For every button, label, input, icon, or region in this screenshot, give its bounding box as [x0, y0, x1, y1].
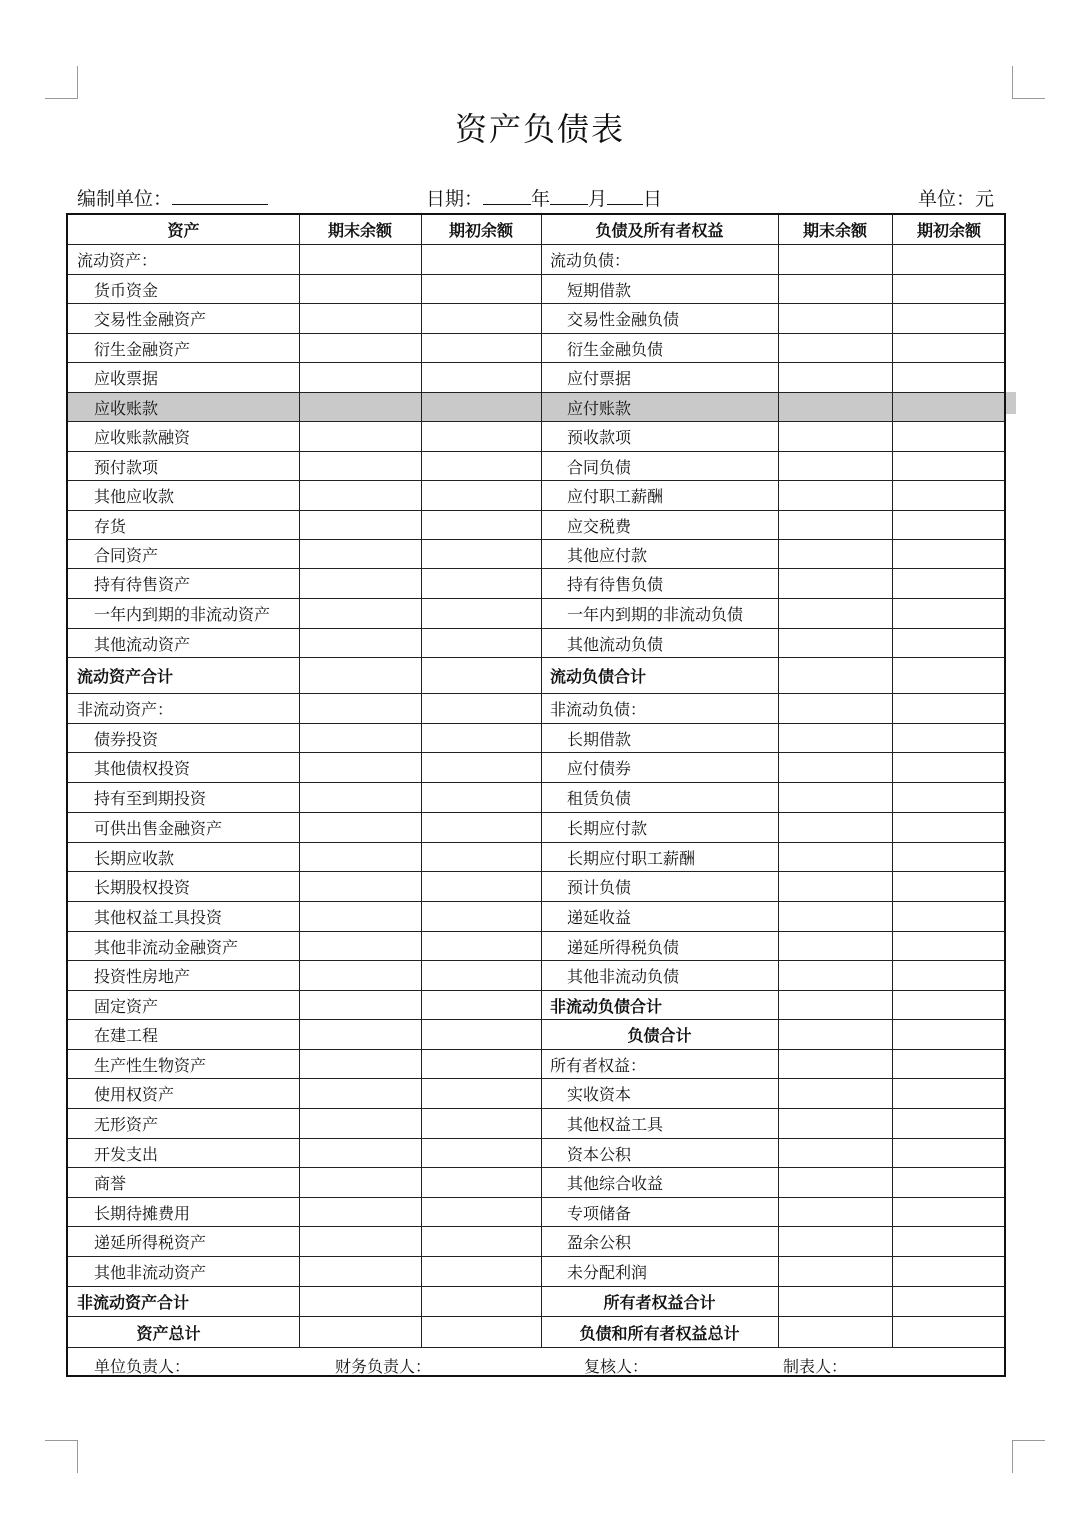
- amount-cell[interactable]: [421, 540, 541, 568]
- asset-item-label: 合同资产: [94, 545, 159, 565]
- table-row: [68, 1198, 1004, 1227]
- table-row: [68, 1227, 1004, 1257]
- amount-cell[interactable]: [892, 1050, 1006, 1078]
- amount-cell[interactable]: [778, 991, 892, 1019]
- column-divider: [778, 215, 779, 1348]
- amount-cell[interactable]: [892, 658, 1006, 693]
- amount-cell[interactable]: [892, 304, 1006, 333]
- asset-item-label: 其他债权投资: [94, 759, 191, 778]
- liability-equity-item-label: 应付债券: [567, 759, 632, 778]
- amount-cell[interactable]: [778, 1020, 892, 1049]
- crop-mark-bottom-right: [1012, 1440, 1045, 1473]
- amount-cell[interactable]: [778, 1109, 892, 1138]
- asset-item-label: 交易性金融资产: [94, 310, 207, 329]
- asset-item-label: 流动资产：: [77, 251, 158, 270]
- crop-mark-bottom-left: [45, 1440, 78, 1473]
- amount-cell[interactable]: [299, 872, 421, 901]
- amount-cell[interactable]: [421, 629, 541, 657]
- asset-item-label: 投资性房地产: [94, 967, 191, 986]
- amount-cell[interactable]: [778, 304, 892, 333]
- amount-cell[interactable]: [421, 452, 541, 480]
- amount-cell[interactable]: [778, 1050, 892, 1078]
- amount-cell[interactable]: [299, 724, 421, 752]
- amount-cell[interactable]: [892, 1079, 1006, 1108]
- asset-item-label: 使用权资产: [94, 1085, 175, 1104]
- signature-unit-head: 单位负责人：: [94, 1357, 191, 1376]
- asset-item-label: 货币资金: [94, 280, 159, 300]
- amount-cell[interactable]: [778, 569, 892, 598]
- liability-equity-item-label: 所有者权益合计: [603, 1293, 716, 1312]
- amount-cell[interactable]: [892, 753, 1006, 782]
- table-row: [68, 1168, 1004, 1198]
- amount-cell[interactable]: [778, 511, 892, 539]
- table-row: [68, 393, 1004, 422]
- table-row: [68, 1079, 1004, 1109]
- amount-cell[interactable]: [299, 304, 421, 333]
- column-divider: [421, 215, 422, 1348]
- amount-cell[interactable]: [421, 245, 541, 274]
- amount-cell[interactable]: [778, 599, 892, 628]
- column-header-liabilities-end: 期末余额: [802, 221, 867, 240]
- column-header-assets-end: 期末余额: [327, 221, 392, 240]
- amount-cell[interactable]: [299, 1020, 421, 1049]
- amount-cell[interactable]: [299, 1139, 421, 1167]
- liability-equity-item-label: 流动负债：: [550, 251, 631, 270]
- signature-preparer: 制表人：: [783, 1357, 848, 1376]
- liability-equity-item-label: 递延所得税负债: [567, 937, 680, 957]
- amount-cell[interactable]: [299, 991, 421, 1019]
- amount-cell[interactable]: [421, 724, 541, 752]
- asset-item-label: 流动资产合计: [77, 667, 174, 686]
- asset-item-label: 商誉: [94, 1174, 127, 1193]
- amount-cell[interactable]: [421, 1079, 541, 1108]
- amount-cell[interactable]: [892, 783, 1006, 812]
- amount-cell[interactable]: [778, 872, 892, 901]
- amount-cell[interactable]: [892, 694, 1006, 723]
- liability-equity-item-label: 其他流动负债: [567, 634, 664, 654]
- table-row: [68, 843, 1004, 872]
- amount-cell[interactable]: [778, 1227, 892, 1256]
- table-row: [68, 872, 1004, 902]
- table-row: [68, 658, 1004, 694]
- amount-cell[interactable]: [892, 932, 1006, 960]
- amount-cell[interactable]: [892, 902, 1006, 931]
- amount-cell[interactable]: [421, 1020, 541, 1049]
- amount-cell[interactable]: [892, 540, 1006, 568]
- asset-item-label: 长期股权投资: [94, 878, 191, 897]
- table-row: [68, 1287, 1004, 1317]
- amount-cell[interactable]: [421, 961, 541, 990]
- table-row: [68, 753, 1004, 783]
- amount-cell[interactable]: [299, 1257, 421, 1286]
- amount-cell[interactable]: [892, 1287, 1006, 1316]
- amount-cell[interactable]: [892, 1317, 1006, 1347]
- amount-cell[interactable]: [778, 1317, 892, 1347]
- amount-cell[interactable]: [892, 1109, 1006, 1138]
- amount-cell[interactable]: [299, 629, 421, 657]
- amount-cell[interactable]: [892, 961, 1006, 990]
- amount-cell[interactable]: [421, 753, 541, 782]
- report-date: [426, 184, 662, 211]
- liability-equity-item-label: 预计负债: [567, 878, 632, 897]
- amount-cell[interactable]: [778, 422, 892, 451]
- liability-equity-item-label: 所有者权益：: [550, 1055, 647, 1075]
- liability-equity-item-label: 其他权益工具: [567, 1115, 664, 1134]
- table-row: [68, 902, 1004, 932]
- table-row: [68, 813, 1004, 843]
- asset-item-label: 持有至到期投资: [94, 789, 207, 808]
- liability-equity-item-label: 盈余公积: [567, 1233, 632, 1252]
- liability-equity-item-label: 应付账款: [567, 398, 632, 418]
- column-divider: [299, 215, 300, 1348]
- amount-cell[interactable]: [421, 1317, 541, 1347]
- table-row: [68, 1257, 1004, 1287]
- liability-equity-item-label: 实收资本: [567, 1085, 632, 1104]
- table-row: [68, 629, 1004, 658]
- liability-equity-item-label: 专项储备: [567, 1203, 632, 1223]
- liability-equity-item-label: 负债和所有者权益总计: [579, 1323, 740, 1343]
- asset-item-label: 其他权益工具投资: [94, 908, 223, 927]
- amount-cell[interactable]: [299, 1050, 421, 1078]
- table-row: [68, 961, 1004, 991]
- balance-sheet-table: [66, 213, 1006, 1377]
- amount-cell[interactable]: [421, 422, 541, 451]
- liability-equity-item-label: 其他综合收益: [567, 1174, 664, 1193]
- amount-cell[interactable]: [892, 481, 1006, 510]
- amount-cell[interactable]: [299, 1227, 421, 1256]
- amount-cell[interactable]: [421, 511, 541, 539]
- amount-cell[interactable]: [299, 363, 421, 392]
- liability-equity-item-label: 持有待售负债: [567, 575, 664, 594]
- asset-item-label: 非流动资产合计: [77, 1293, 190, 1312]
- amount-cell[interactable]: [778, 694, 892, 723]
- amount-cell[interactable]: [421, 872, 541, 901]
- amount-cell[interactable]: [892, 1168, 1006, 1197]
- amount-cell[interactable]: [299, 961, 421, 990]
- amount-cell[interactable]: [892, 363, 1006, 392]
- column-header-assets-begin: 期初余额: [448, 221, 513, 240]
- amount-cell[interactable]: [892, 724, 1006, 752]
- asset-item-label: 债券投资: [94, 729, 159, 749]
- amount-cell[interactable]: [421, 1257, 541, 1286]
- amount-cell[interactable]: [778, 783, 892, 812]
- amount-cell[interactable]: [421, 783, 541, 812]
- amount-cell[interactable]: [299, 1168, 421, 1197]
- preparer-unit-label: 编制单位：: [77, 188, 173, 210]
- amount-cell[interactable]: [778, 724, 892, 752]
- column-divider: [541, 215, 542, 1348]
- table-row: [68, 452, 1004, 481]
- asset-item-label: 开发支出: [94, 1144, 159, 1164]
- amount-cell[interactable]: [778, 245, 892, 274]
- date-label: 日期：: [426, 188, 484, 210]
- amount-cell[interactable]: [421, 1109, 541, 1138]
- liability-equity-item-label: 衍生金融负债: [567, 339, 664, 359]
- liability-equity-item-label: 租赁负债: [567, 789, 632, 808]
- amount-cell[interactable]: [421, 481, 541, 510]
- amount-cell[interactable]: [778, 813, 892, 842]
- amount-cell[interactable]: [892, 629, 1006, 657]
- amount-cell[interactable]: [778, 334, 892, 362]
- amount-cell[interactable]: [778, 753, 892, 782]
- amount-cell[interactable]: [892, 422, 1006, 451]
- amount-cell[interactable]: [892, 245, 1006, 274]
- amount-cell[interactable]: [299, 511, 421, 539]
- amount-cell[interactable]: [778, 1079, 892, 1108]
- table-row: [68, 1317, 1004, 1348]
- asset-item-label: 其他应收款: [94, 487, 175, 506]
- asset-item-label: 一年内到期的非流动资产: [94, 605, 271, 624]
- amount-cell[interactable]: [299, 481, 421, 510]
- amount-cell[interactable]: [299, 783, 421, 812]
- currency-unit: 单位：元: [918, 188, 995, 210]
- amount-cell[interactable]: [299, 245, 421, 274]
- asset-item-label: 应收账款: [94, 398, 159, 418]
- amount-cell[interactable]: [778, 1139, 892, 1167]
- amount-cell[interactable]: [778, 363, 892, 392]
- year-blank: [483, 184, 531, 205]
- liability-equity-item-label: 未分配利润: [567, 1263, 648, 1282]
- table-row: [68, 724, 1004, 753]
- amount-cell[interactable]: [299, 393, 421, 421]
- amount-cell[interactable]: [299, 1079, 421, 1108]
- amount-cell[interactable]: [421, 1168, 541, 1197]
- liability-equity-item-label: 资本公积: [567, 1144, 632, 1164]
- row-highlight-marker: [1006, 392, 1016, 414]
- table-row: [68, 481, 1004, 511]
- asset-item-label: 衍生金融资产: [94, 339, 191, 359]
- column-header-liabilities-begin: 期初余额: [916, 221, 981, 240]
- amount-cell[interactable]: [892, 599, 1006, 628]
- amount-cell[interactable]: [778, 1168, 892, 1197]
- amount-cell[interactable]: [778, 481, 892, 510]
- amount-cell[interactable]: [892, 334, 1006, 362]
- asset-item-label: 其他非流动金融资产: [94, 937, 239, 957]
- liability-equity-item-label: 合同负债: [567, 457, 632, 477]
- amount-cell[interactable]: [778, 902, 892, 931]
- signature-finance-head: 财务负责人：: [335, 1357, 432, 1376]
- amount-cell[interactable]: [421, 658, 541, 693]
- table-row: [68, 275, 1004, 304]
- amount-cell[interactable]: [421, 1198, 541, 1226]
- amount-cell[interactable]: [421, 932, 541, 960]
- signature-row: [68, 1349, 1004, 1377]
- asset-item-label: 固定资产: [94, 996, 159, 1016]
- amount-cell[interactable]: [892, 393, 1006, 421]
- amount-cell[interactable]: [421, 1139, 541, 1167]
- amount-cell[interactable]: [778, 393, 892, 421]
- amount-cell[interactable]: [299, 1109, 421, 1138]
- asset-item-label: 资产总计: [136, 1323, 201, 1343]
- signature-reviewer: 复核人：: [584, 1357, 649, 1376]
- asset-item-label: 应收票据: [94, 369, 159, 388]
- amount-cell[interactable]: [892, 1227, 1006, 1256]
- document-title: 资产负债表: [454, 110, 625, 148]
- liability-equity-item-label: 应交税费: [567, 516, 632, 536]
- amount-cell[interactable]: [778, 1257, 892, 1286]
- amount-cell[interactable]: [299, 275, 421, 303]
- table-header-row: [68, 215, 1004, 245]
- amount-cell[interactable]: [778, 1198, 892, 1226]
- liability-equity-item-label: 长期应付款: [567, 819, 648, 838]
- preparer-unit: [77, 184, 268, 211]
- amount-cell[interactable]: [892, 872, 1006, 901]
- month-blank: [550, 184, 588, 205]
- amount-cell[interactable]: [892, 843, 1006, 871]
- amount-cell[interactable]: [778, 932, 892, 960]
- amount-cell[interactable]: [421, 275, 541, 303]
- column-divider: [892, 215, 893, 1348]
- amount-cell[interactable]: [892, 511, 1006, 539]
- amount-cell[interactable]: [299, 932, 421, 960]
- crop-mark-top-right: [1012, 66, 1045, 99]
- crop-mark-top-left: [45, 66, 78, 99]
- amount-cell[interactable]: [299, 1198, 421, 1226]
- amount-cell[interactable]: [421, 363, 541, 392]
- asset-item-label: 可供出售金融资产: [94, 819, 223, 838]
- table-row: [68, 511, 1004, 540]
- asset-item-label: 持有待售资产: [94, 575, 191, 594]
- amount-cell[interactable]: [892, 1020, 1006, 1049]
- column-header-assets: 资产: [167, 221, 200, 240]
- asset-item-label: 生产性生物资产: [94, 1055, 207, 1075]
- asset-item-label: 预付款项: [94, 457, 159, 477]
- table-row: [68, 783, 1004, 813]
- amount-cell[interactable]: [299, 569, 421, 598]
- amount-cell[interactable]: [421, 902, 541, 931]
- amount-cell[interactable]: [299, 694, 421, 723]
- table-row: [68, 932, 1004, 961]
- table-row: [68, 363, 1004, 393]
- table-row: [68, 1050, 1004, 1079]
- amount-cell[interactable]: [892, 1257, 1006, 1286]
- table-row: [68, 540, 1004, 569]
- liability-equity-item-label: 长期应付职工薪酬: [567, 848, 696, 868]
- asset-item-label: 非流动资产：: [77, 700, 174, 719]
- amount-cell[interactable]: [892, 991, 1006, 1019]
- table-row: [68, 1020, 1004, 1050]
- table-row: [68, 599, 1004, 629]
- amount-cell[interactable]: [421, 304, 541, 333]
- amount-cell[interactable]: [299, 334, 421, 362]
- asset-item-label: 应收账款融资: [94, 428, 191, 447]
- amount-cell[interactable]: [778, 658, 892, 693]
- asset-item-label: 长期应收款: [94, 848, 175, 868]
- asset-item-label: 长期待摊费用: [94, 1203, 191, 1223]
- amount-cell[interactable]: [421, 694, 541, 723]
- amount-cell[interactable]: [299, 599, 421, 628]
- liability-equity-item-label: 其他非流动负债: [567, 967, 680, 986]
- preparer-unit-blank: [172, 184, 268, 205]
- amount-cell[interactable]: [421, 599, 541, 628]
- column-header-liabilities: 负债及所有者权益: [595, 221, 724, 240]
- table-row: [68, 304, 1004, 334]
- amount-cell[interactable]: [892, 569, 1006, 598]
- liability-equity-item-label: 一年内到期的非流动负债: [567, 605, 744, 624]
- asset-item-label: 其他非流动资产: [94, 1263, 207, 1282]
- liability-equity-item-label: 非流动负债：: [550, 700, 647, 719]
- liability-equity-item-label: 短期借款: [567, 280, 632, 300]
- amount-cell[interactable]: [299, 422, 421, 451]
- amount-cell[interactable]: [421, 843, 541, 871]
- liability-equity-item-label: 应付职工薪酬: [567, 487, 664, 506]
- amount-cell[interactable]: [299, 902, 421, 931]
- table-row: [68, 569, 1004, 599]
- liability-equity-item-label: 交易性金融负债: [567, 310, 680, 329]
- amount-cell[interactable]: [421, 1050, 541, 1078]
- amount-cell[interactable]: [421, 813, 541, 842]
- amount-cell[interactable]: [892, 1198, 1006, 1226]
- amount-cell[interactable]: [778, 452, 892, 480]
- month-label: 月: [588, 188, 608, 210]
- liability-equity-item-label: 应付票据: [567, 369, 632, 388]
- liability-equity-item-label: 预收款项: [567, 428, 632, 447]
- amount-cell[interactable]: [778, 1287, 892, 1316]
- asset-item-label: 在建工程: [94, 1026, 159, 1045]
- liability-equity-item-label: 负债合计: [627, 1026, 692, 1045]
- asset-item-label: 递延所得税资产: [94, 1233, 207, 1252]
- amount-cell[interactable]: [299, 753, 421, 782]
- table-row: [68, 1109, 1004, 1139]
- amount-cell[interactable]: [299, 452, 421, 480]
- table-row: [68, 1139, 1004, 1168]
- amount-cell[interactable]: [299, 658, 421, 693]
- table-row: [68, 334, 1004, 363]
- amount-cell[interactable]: [421, 569, 541, 598]
- amount-cell[interactable]: [778, 540, 892, 568]
- liability-equity-item-label: 非流动负债合计: [550, 996, 663, 1016]
- amount-cell[interactable]: [299, 1317, 421, 1347]
- amount-cell[interactable]: [778, 843, 892, 871]
- amount-cell[interactable]: [299, 843, 421, 871]
- amount-cell[interactable]: [778, 961, 892, 990]
- amount-cell[interactable]: [299, 813, 421, 842]
- amount-cell[interactable]: [892, 275, 1006, 303]
- table-row: [68, 991, 1004, 1020]
- amount-cell[interactable]: [421, 334, 541, 362]
- year-label: 年: [531, 188, 551, 210]
- asset-item-label: 其他流动资产: [94, 634, 191, 654]
- amount-cell[interactable]: [892, 1139, 1006, 1167]
- liability-equity-item-label: 流动负债合计: [550, 667, 647, 686]
- amount-cell[interactable]: [299, 540, 421, 568]
- amount-cell[interactable]: [421, 393, 541, 421]
- asset-item-label: 无形资产: [94, 1115, 159, 1134]
- day-blank: [607, 184, 643, 205]
- amount-cell[interactable]: [421, 1287, 541, 1316]
- table-row: [68, 694, 1004, 724]
- amount-cell[interactable]: [892, 813, 1006, 842]
- amount-cell[interactable]: [299, 1287, 421, 1316]
- day-label: 日: [643, 188, 663, 210]
- amount-cell[interactable]: [778, 275, 892, 303]
- liability-equity-item-label: 其他应付款: [567, 545, 648, 565]
- table-row: [68, 422, 1004, 452]
- asset-item-label: 存货: [94, 516, 127, 536]
- table-row: [68, 245, 1004, 275]
- liability-equity-item-label: 长期借款: [567, 729, 632, 749]
- amount-cell[interactable]: [778, 629, 892, 657]
- amount-cell[interactable]: [892, 452, 1006, 480]
- liability-equity-item-label: 递延收益: [567, 908, 632, 927]
- amount-cell[interactable]: [421, 991, 541, 1019]
- amount-cell[interactable]: [421, 1227, 541, 1256]
